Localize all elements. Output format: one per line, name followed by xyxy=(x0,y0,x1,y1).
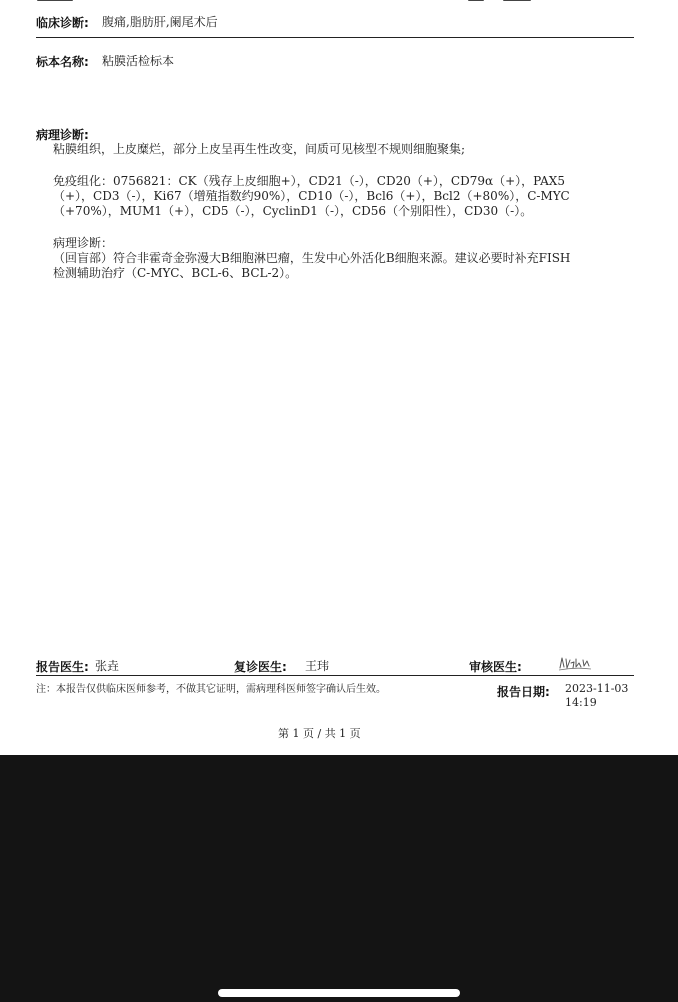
cropped-text-fragment xyxy=(503,0,531,1)
clinical-diagnosis-value: 腹痛,脂肪肝,阑尾术后 xyxy=(102,15,218,29)
review-doctor-label: 复诊医生: xyxy=(234,660,287,674)
audit-doctor-label: 审核医生: xyxy=(469,660,522,674)
report-date-label: 报告日期: xyxy=(497,685,550,699)
home-indicator-bar[interactable] xyxy=(218,989,460,997)
specimen-value: 粘膜活检标本 xyxy=(102,54,175,68)
diagnosis-line-2: 检测辅助治疗（C-MYC、BCL-6、BCL-2）。 xyxy=(53,266,298,280)
ihc-line-1: 免疫组化：0756821：CK（残存上皮细胞+），CD21（-），CD20（+），CD79α（+），PAX5 xyxy=(53,174,565,188)
cropped-text-fragment xyxy=(468,0,484,1)
report-time: 14:19 xyxy=(565,696,597,709)
ihc-line-3: （+70%），MUM1（+），CD5（-），CyclinD1（-），CD56（个别阳性），CD30（-）。 xyxy=(53,204,533,218)
disclaimer-note: 注：本报告仅供临床医师参考，不做其它证明，需病理科医师签字确认后生效。 xyxy=(36,684,386,695)
diagnosis-line-1: （回盲部）符合非霍奇金弥漫大B细胞淋巴瘤，生发中心外活化B细胞来源。建议必要时补充FISH xyxy=(53,251,571,265)
handwritten-signature xyxy=(558,654,592,672)
diagnosis-heading: 病理诊断： xyxy=(53,236,114,250)
gross-description: 粘膜组织，上皮糜烂，部分上皮呈再生性改变，间质可见核型不规则细胞聚集; xyxy=(53,142,466,156)
report-doctor-name: 张垚 xyxy=(95,659,120,673)
review-doctor-name: 王玮 xyxy=(305,659,330,673)
report-date: 2023-11-03 xyxy=(565,682,629,695)
header-divider xyxy=(36,37,634,38)
footer-divider xyxy=(36,675,634,676)
specimen-label: 标本名称: xyxy=(36,55,89,69)
pathology-heading: 病理诊断: xyxy=(36,128,89,142)
page-indicator: 第 1 页 / 共 1 页 xyxy=(278,727,361,740)
ihc-line-2: （+），CD3（-），Ki67（增殖指数约90%），CD10（-），Bcl6（+），Bcl2（+80%），C-MYC xyxy=(53,189,570,203)
clinical-diagnosis-label: 临床诊断: xyxy=(36,16,89,30)
report-doctor-label: 报告医生: xyxy=(36,660,89,674)
cropped-text-fragment xyxy=(37,0,73,1)
